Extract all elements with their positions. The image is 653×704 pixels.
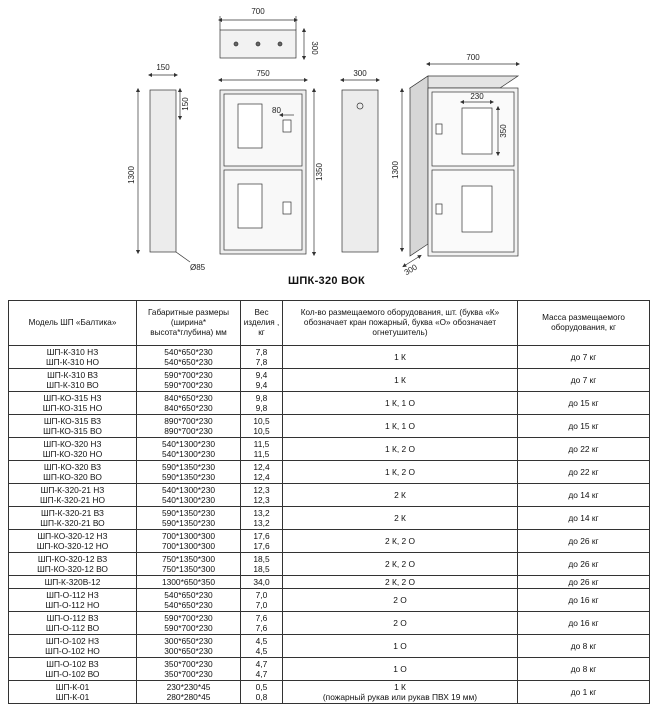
weight-cell <box>241 392 283 415</box>
model-name: ШП-О-112 НО <box>45 600 100 610</box>
equipment: 1 К <box>394 682 406 692</box>
dim-iso-window-width: 230 <box>470 92 484 101</box>
model-name: ШП-КО-320 НЗ <box>43 439 102 449</box>
equipment: 1 К, 2 О <box>384 467 416 477</box>
model-name: ШП-КО-320-12 НО <box>36 541 109 551</box>
model-name: ШП-К-320-21 ВО <box>40 518 105 528</box>
dimensions: 540*1300*230 <box>161 485 216 495</box>
weight: 4,5 <box>255 636 268 646</box>
model-name-cell <box>9 576 137 589</box>
dimensions: 300*650*230 <box>164 646 213 656</box>
model-name: ШП-К-320-21 НЗ <box>40 485 105 495</box>
equipment: 1 К, 1 О <box>384 398 416 408</box>
weight: 4,7 <box>255 659 268 669</box>
weight: 18,5 <box>253 564 270 574</box>
model-name: ШП-КО-320 ВО <box>43 472 102 482</box>
equipment: 2 К, 2 О <box>384 536 416 546</box>
weight-cell <box>241 415 283 438</box>
cabinet-views-svg <box>0 0 653 300</box>
model-name-cell <box>9 415 137 438</box>
dim-valve: 80 <box>272 106 281 115</box>
dimensions: 590*700*230 <box>164 613 213 623</box>
model-name-cell <box>9 589 137 612</box>
dimensions-cell <box>137 658 241 681</box>
equipment-cell <box>283 681 518 704</box>
table-row <box>9 553 650 576</box>
model-name: ШП-О-102 НО <box>45 646 100 656</box>
mass: до 26 кг <box>518 576 650 589</box>
equipment: 1 О <box>393 664 407 674</box>
model-name: ШП-О-102 ВО <box>45 669 100 679</box>
header-weight: Вес изделия , кг <box>241 301 283 346</box>
weight-cell <box>241 553 283 576</box>
weight: 11,5 <box>253 449 270 459</box>
dimensions: 230*230*45 <box>166 682 211 692</box>
mass: до 14 кг <box>518 484 650 507</box>
model-name: ШП-КО-320-12 НЗ <box>37 531 108 541</box>
dimensions: 590*1350*230 <box>161 472 216 482</box>
equipment-cell <box>283 576 518 589</box>
equipment-cell <box>283 438 518 461</box>
equipment: 1 К <box>394 375 406 385</box>
equipment-cell <box>283 553 518 576</box>
equipment-note: (пожарный рукав или рукав ПВХ 19 мм) <box>322 692 478 702</box>
mass: до 8 кг <box>518 658 650 681</box>
table-row <box>9 415 650 438</box>
table-row <box>9 484 650 507</box>
equipment-cell <box>283 484 518 507</box>
equipment-cell <box>283 346 518 369</box>
dimensions: 540*650*230 <box>164 600 213 610</box>
drawing-title: ШПК-320 ВОК <box>288 275 365 287</box>
model-name-cell <box>9 369 137 392</box>
dimensions: 540*1300*230 <box>161 439 216 449</box>
equipment: 2 К <box>394 490 406 500</box>
mass: до 7 кг <box>518 346 650 369</box>
equipment: 2 О <box>393 618 407 628</box>
dim-iso-height: 1300 <box>391 161 400 179</box>
dim-top-depth: 300 <box>310 41 319 55</box>
dimensions-cell <box>137 438 241 461</box>
dimensions-cell <box>137 461 241 484</box>
dim-front-height: 1350 <box>315 163 324 181</box>
mass: до 22 кг <box>518 461 650 484</box>
equipment: 1 К <box>394 352 406 362</box>
weight: 7,6 <box>255 613 268 623</box>
dim-top-width: 700 <box>251 7 265 16</box>
mass: до 16 кг <box>518 612 650 635</box>
equipment: 1 О <box>393 641 407 651</box>
model-name-cell <box>9 484 137 507</box>
dimensions: 280*280*45 <box>166 692 211 702</box>
dimensions: 700*1300*300 <box>161 541 216 551</box>
dimensions: 590*1350*230 <box>161 518 216 528</box>
equipment: 2 К <box>394 513 406 523</box>
model-name-cell <box>9 392 137 415</box>
weight-cell <box>241 612 283 635</box>
weight-cell <box>241 461 283 484</box>
dim-iso-depth: 300 <box>402 262 419 278</box>
mass: до 15 кг <box>518 392 650 415</box>
dimensions: 840*650*230 <box>164 403 213 413</box>
model-name: ШП-К-310 НЗ <box>46 347 99 357</box>
weight: 7,8 <box>255 357 268 367</box>
dimensions-cell <box>137 530 241 553</box>
mass: до 22 кг <box>518 438 650 461</box>
equipment-cell <box>283 369 518 392</box>
model-name-cell <box>9 530 137 553</box>
weight: 9,4 <box>255 370 268 380</box>
table-row <box>9 589 650 612</box>
dimensions: 540*650*230 <box>164 590 213 600</box>
model-name-cell <box>9 553 137 576</box>
model-name: ШП-К-320-21 ВЗ <box>41 508 104 518</box>
dimensions: 350*700*230 <box>164 659 213 669</box>
equipment-cell <box>283 415 518 438</box>
header-dims: Габаритные размеры (ширина* высота*глубина) мм <box>137 301 241 346</box>
weight: 12,3 <box>253 485 270 495</box>
dim-back-depth: 300 <box>353 69 367 78</box>
dim-iso-window-height: 350 <box>499 124 508 138</box>
table-header-row <box>9 301 650 346</box>
model-name: ШП-КО-320-12 ВЗ <box>37 554 108 564</box>
weight-cell <box>241 576 283 589</box>
equipment-cell <box>283 635 518 658</box>
back-side-view <box>342 80 378 252</box>
dimensions-cell <box>137 681 241 704</box>
dimensions-cell <box>137 484 241 507</box>
table-row <box>9 507 650 530</box>
table-row <box>9 346 650 369</box>
model-name: ШП-О-102 ВЗ <box>46 659 99 669</box>
weight: 12,4 <box>253 472 270 482</box>
weight: 9,4 <box>255 380 268 390</box>
model-name: ШП-О-112 ВО <box>45 623 100 633</box>
model-name-cell <box>9 507 137 530</box>
dimensions: 590*1350*230 <box>161 462 216 472</box>
dimensions: 540*650*230 <box>164 347 213 357</box>
weight-cell <box>241 346 283 369</box>
dim-front-width: 750 <box>256 69 270 78</box>
weight-cell <box>241 681 283 704</box>
equipment-cell <box>283 658 518 681</box>
mass: до 15 кг <box>518 415 650 438</box>
weight: 9,8 <box>255 403 268 413</box>
weight-cell <box>241 438 283 461</box>
dim-iso-width: 700 <box>466 53 480 62</box>
equipment: 2 К, 2 О <box>384 577 416 587</box>
table-row <box>9 530 650 553</box>
dimensions: 750*1350*300 <box>161 554 216 564</box>
mass: до 8 кг <box>518 635 650 658</box>
dimensions: 750*1350*300 <box>161 564 216 574</box>
model-name: ШП-О-102 НЗ <box>45 636 100 646</box>
model-name: ШП-К-320-21 НО <box>39 495 106 505</box>
model-name-cell <box>9 438 137 461</box>
dim-side-offset: 150 <box>181 97 190 111</box>
dimensions-cell <box>137 507 241 530</box>
dimensions: 1300*650*350 <box>161 577 216 587</box>
model-name: ШП-К-310 ВО <box>46 380 99 390</box>
weight: 9,8 <box>255 393 268 403</box>
weight: 7,8 <box>255 347 268 357</box>
weight-cell <box>241 507 283 530</box>
weight: 17,6 <box>253 531 270 541</box>
weight: 10,5 <box>253 416 270 426</box>
equipment-cell <box>283 530 518 553</box>
weight: 7,6 <box>255 623 268 633</box>
model-name: ШП-К-310 ВЗ <box>47 370 98 380</box>
dim-side-height: 1300 <box>127 166 136 184</box>
model-name: ШП-КО-315 НЗ <box>43 393 102 403</box>
dimensions-cell <box>137 589 241 612</box>
equipment-cell <box>283 507 518 530</box>
dimensions: 540*1300*230 <box>161 495 216 505</box>
weight: 34,0 <box>253 577 270 587</box>
weight-cell <box>241 658 283 681</box>
equipment-cell <box>283 589 518 612</box>
dimensions-cell <box>137 369 241 392</box>
model-name: ШП-КО-315 ВЗ <box>43 416 102 426</box>
header-mass: Масса размещаемого оборудования, кг <box>518 301 650 346</box>
weight: 17,6 <box>253 541 270 551</box>
weight: 0,5 <box>255 682 268 692</box>
weight: 18,5 <box>253 554 270 564</box>
weight-cell <box>241 589 283 612</box>
equipment-cell <box>283 461 518 484</box>
table-row <box>9 635 650 658</box>
dimensions-cell <box>137 553 241 576</box>
model-name-cell <box>9 461 137 484</box>
dimensions: 300*650*230 <box>164 636 213 646</box>
dim-hole-diameter: Ø85 <box>190 263 206 272</box>
weight-cell <box>241 635 283 658</box>
dimensions-cell <box>137 346 241 369</box>
model-name-cell <box>9 612 137 635</box>
top-view <box>220 16 304 58</box>
table-row <box>9 369 650 392</box>
isometric-view <box>402 64 518 266</box>
equipment: 1 К, 2 О <box>384 444 416 454</box>
weight-cell <box>241 484 283 507</box>
table-row <box>9 681 650 704</box>
weight: 7,0 <box>255 600 268 610</box>
equipment: 1 К, 1 О <box>384 421 416 431</box>
dim-side-depth: 150 <box>156 63 170 72</box>
model-name: ШП-КО-320 НО <box>42 449 103 459</box>
mass: до 26 кг <box>518 553 650 576</box>
dimensions-cell <box>137 392 241 415</box>
weight: 4,7 <box>255 669 268 679</box>
model-name: ШП-К-310 НО <box>45 357 99 367</box>
weight: 7,0 <box>255 590 268 600</box>
equipment: 2 О <box>393 595 407 605</box>
dimensions: 540*650*230 <box>164 357 213 367</box>
mass: до 26 кг <box>518 530 650 553</box>
model-name: ШП-К-320В-12 <box>44 577 101 587</box>
weight: 12,3 <box>253 495 270 505</box>
dimensions: 540*1300*230 <box>161 449 216 459</box>
table-row <box>9 392 650 415</box>
equipment-cell <box>283 612 518 635</box>
model-name: ШП-КО-315 ВО <box>43 426 102 436</box>
mass: до 14 кг <box>518 507 650 530</box>
table-row <box>9 438 650 461</box>
equipment-cell <box>283 392 518 415</box>
table-body <box>9 346 650 704</box>
weight-cell <box>241 369 283 392</box>
dimensions: 840*650*230 <box>164 393 213 403</box>
front-view <box>220 80 314 254</box>
dimensions-cell <box>137 635 241 658</box>
equipment: 2 К, 2 О <box>384 559 416 569</box>
dimensions: 590*700*230 <box>164 370 213 380</box>
dimensions: 890*700*230 <box>164 416 213 426</box>
dimensions-cell <box>137 612 241 635</box>
dimensions: 350*700*230 <box>164 669 213 679</box>
weight: 13,2 <box>253 508 270 518</box>
model-name: ШП-КО-320-12 ВО <box>37 564 108 574</box>
model-name-cell <box>9 635 137 658</box>
dimensions: 890*700*230 <box>164 426 213 436</box>
mass: до 1 кг <box>518 681 650 704</box>
weight: 10,5 <box>253 426 270 436</box>
model-name-cell <box>9 681 137 704</box>
weight: 0,8 <box>255 692 268 702</box>
model-name-cell <box>9 658 137 681</box>
weight-cell <box>241 530 283 553</box>
dimensions-cell <box>137 576 241 589</box>
table-row <box>9 612 650 635</box>
weight: 13,2 <box>253 518 270 528</box>
dimensions: 700*1300*300 <box>161 531 216 541</box>
header-model: Модель ШП «Балтика» <box>9 301 137 346</box>
technical-drawing <box>0 0 653 300</box>
weight: 11,5 <box>253 439 270 449</box>
spec-table <box>8 300 650 704</box>
dimensions-cell <box>137 415 241 438</box>
weight: 12,4 <box>253 462 270 472</box>
dimensions: 590*700*230 <box>164 380 213 390</box>
table-row <box>9 461 650 484</box>
model-name: ШП-О-112 ВЗ <box>46 613 99 623</box>
mass: до 16 кг <box>518 589 650 612</box>
table-row <box>9 576 650 589</box>
weight: 4,5 <box>255 646 268 656</box>
dimensions: 590*1350*230 <box>161 508 216 518</box>
model-name: ШП-К-01 <box>55 692 90 702</box>
mass: до 7 кг <box>518 369 650 392</box>
model-name: ШП-О-112 НЗ <box>46 590 99 600</box>
model-name: ШП-К-01 <box>55 682 90 692</box>
model-name: ШП-КО-320 ВЗ <box>43 462 102 472</box>
table-row <box>9 658 650 681</box>
model-name-cell <box>9 346 137 369</box>
dimensions: 590*700*230 <box>164 623 213 633</box>
model-name: ШП-КО-315 НО <box>42 403 103 413</box>
header-equipment: Кол-во размещаемого оборудования, шт. (буква «К» обозначает кран пожарный, буква «О» обозначает огнетушитель) <box>283 301 518 346</box>
